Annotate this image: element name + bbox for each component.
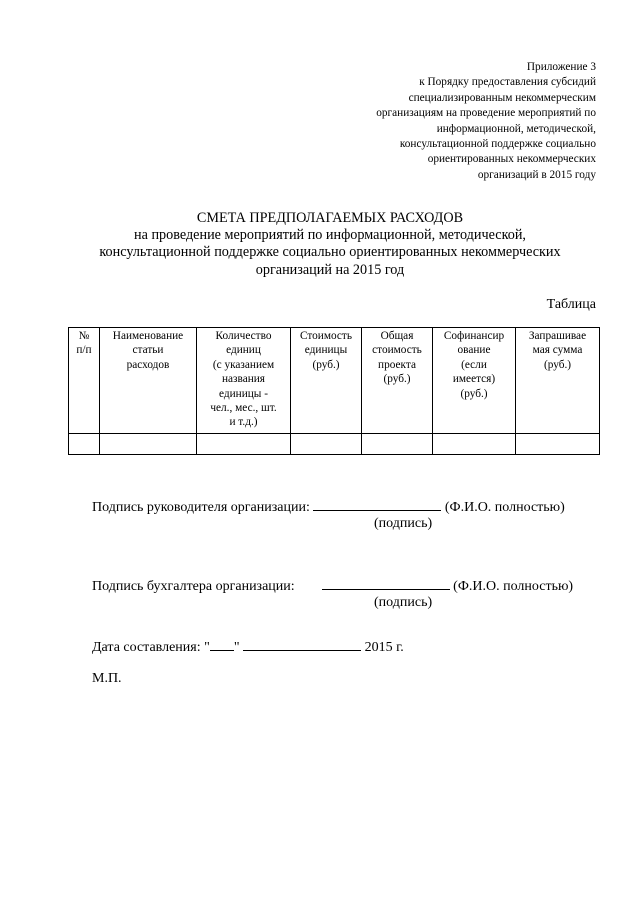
header-text-line: (руб.) <box>460 387 488 400</box>
table-header-row <box>69 328 600 434</box>
date-year: 2015 г. <box>364 640 404 655</box>
appendix-line: организаций в 2015 году <box>477 168 596 181</box>
header-text-line: п/п <box>76 344 92 357</box>
appendix-line: организациям на проведение мероприятий по <box>376 107 596 120</box>
header-text-line: (если <box>461 358 487 371</box>
table-cell[interactable] <box>291 433 362 454</box>
accountant-signature-caption: (подпись) <box>374 595 433 610</box>
director-signature-blank[interactable] <box>313 497 441 511</box>
header-text-line: расходов <box>126 358 170 371</box>
table-cell[interactable] <box>197 433 291 454</box>
header-text-line: Количество <box>215 330 272 342</box>
appendix-note <box>296 60 596 183</box>
header-text-line: ование <box>457 344 491 357</box>
date-quote-open: " <box>204 640 210 655</box>
director-fio-note: (Ф.И.О. полностью) <box>444 500 565 515</box>
header-text-line: единицы - <box>219 387 268 400</box>
director-signature-label: Подпись руководителя организации: <box>92 500 310 515</box>
header-text-line: Запрашивае <box>528 330 587 342</box>
table-row <box>69 433 600 454</box>
header-unit-cost <box>291 328 362 434</box>
table-cell[interactable] <box>516 433 600 454</box>
director-signature-line <box>92 497 565 516</box>
header-text-line: единиц <box>226 344 261 357</box>
title-subline: консультационной поддержке социально ориентированных некоммерческих <box>99 244 561 261</box>
header-text-line: стоимость <box>372 344 422 357</box>
header-text-line: Общая <box>380 330 414 342</box>
appendix-line: ориентированных некоммерческих <box>427 153 596 166</box>
title-subline: на проведение мероприятий по информационной, методической, <box>134 227 526 244</box>
estimate-table <box>68 327 600 455</box>
header-text-line: № <box>78 330 90 342</box>
appendix-line: консультационной поддержке социально <box>399 138 596 151</box>
director-signature-caption: (подпись) <box>374 516 433 531</box>
header-text-line: единицы <box>304 344 348 357</box>
date-line <box>92 637 404 656</box>
header-text-line: (руб.) <box>383 373 411 386</box>
header-total-cost <box>362 328 433 434</box>
table-cell[interactable] <box>362 433 433 454</box>
date-month-blank[interactable] <box>243 637 361 651</box>
accountant-signature-line <box>92 576 573 595</box>
header-item-name <box>100 328 197 434</box>
header-text-line: чел., мес., шт. <box>210 402 277 415</box>
accountant-signature-label: Подпись бухгалтера организации: <box>92 579 295 594</box>
header-text-line: (руб.) <box>543 358 572 371</box>
accountant-fio-note: (Ф.И.О. полностью) <box>453 579 574 594</box>
date-label: Дата составления: <box>92 640 201 655</box>
document-title <box>60 210 600 279</box>
header-text-line: статьи <box>132 344 164 357</box>
title-subline: организаций на 2015 год <box>255 261 405 278</box>
appendix-line: специализированным некоммерческим <box>408 91 596 104</box>
date-day-blank[interactable] <box>210 637 234 651</box>
header-requested-amount <box>516 328 600 434</box>
appendix-line: к Порядку предоставления субсидий <box>419 76 596 89</box>
header-text-line: (руб.) <box>312 358 340 371</box>
header-text-line: Софинансир <box>443 330 505 342</box>
stamp-mark: М.П. <box>92 671 122 686</box>
header-text-line: мая сумма <box>532 344 583 357</box>
header-quantity <box>197 328 291 434</box>
header-text-line: Наименование <box>112 330 184 342</box>
header-text-line: и т.д.) <box>229 416 258 429</box>
header-text-line: Стоимость <box>299 330 353 342</box>
appendix-line: информационной, методической, <box>436 122 596 135</box>
header-cofinancing <box>433 328 516 434</box>
header-text-line: имеется) <box>452 373 496 386</box>
table-cell[interactable] <box>69 433 100 454</box>
header-number <box>69 328 100 434</box>
date-quote-close: " <box>233 640 240 655</box>
table-cell[interactable] <box>100 433 197 454</box>
header-text-line: названия <box>221 373 265 386</box>
header-text-line: (с указанием <box>212 358 275 371</box>
accountant-signature-blank[interactable] <box>322 576 450 590</box>
appendix-line: Приложение 3 <box>526 61 596 73</box>
table-label: Таблица <box>546 297 596 312</box>
title-heading: СМЕТА ПРЕДПОЛАГАЕМЫХ РАСХОДОВ <box>196 210 464 226</box>
table-cell[interactable] <box>433 433 516 454</box>
header-text-line: проекта <box>378 358 416 371</box>
